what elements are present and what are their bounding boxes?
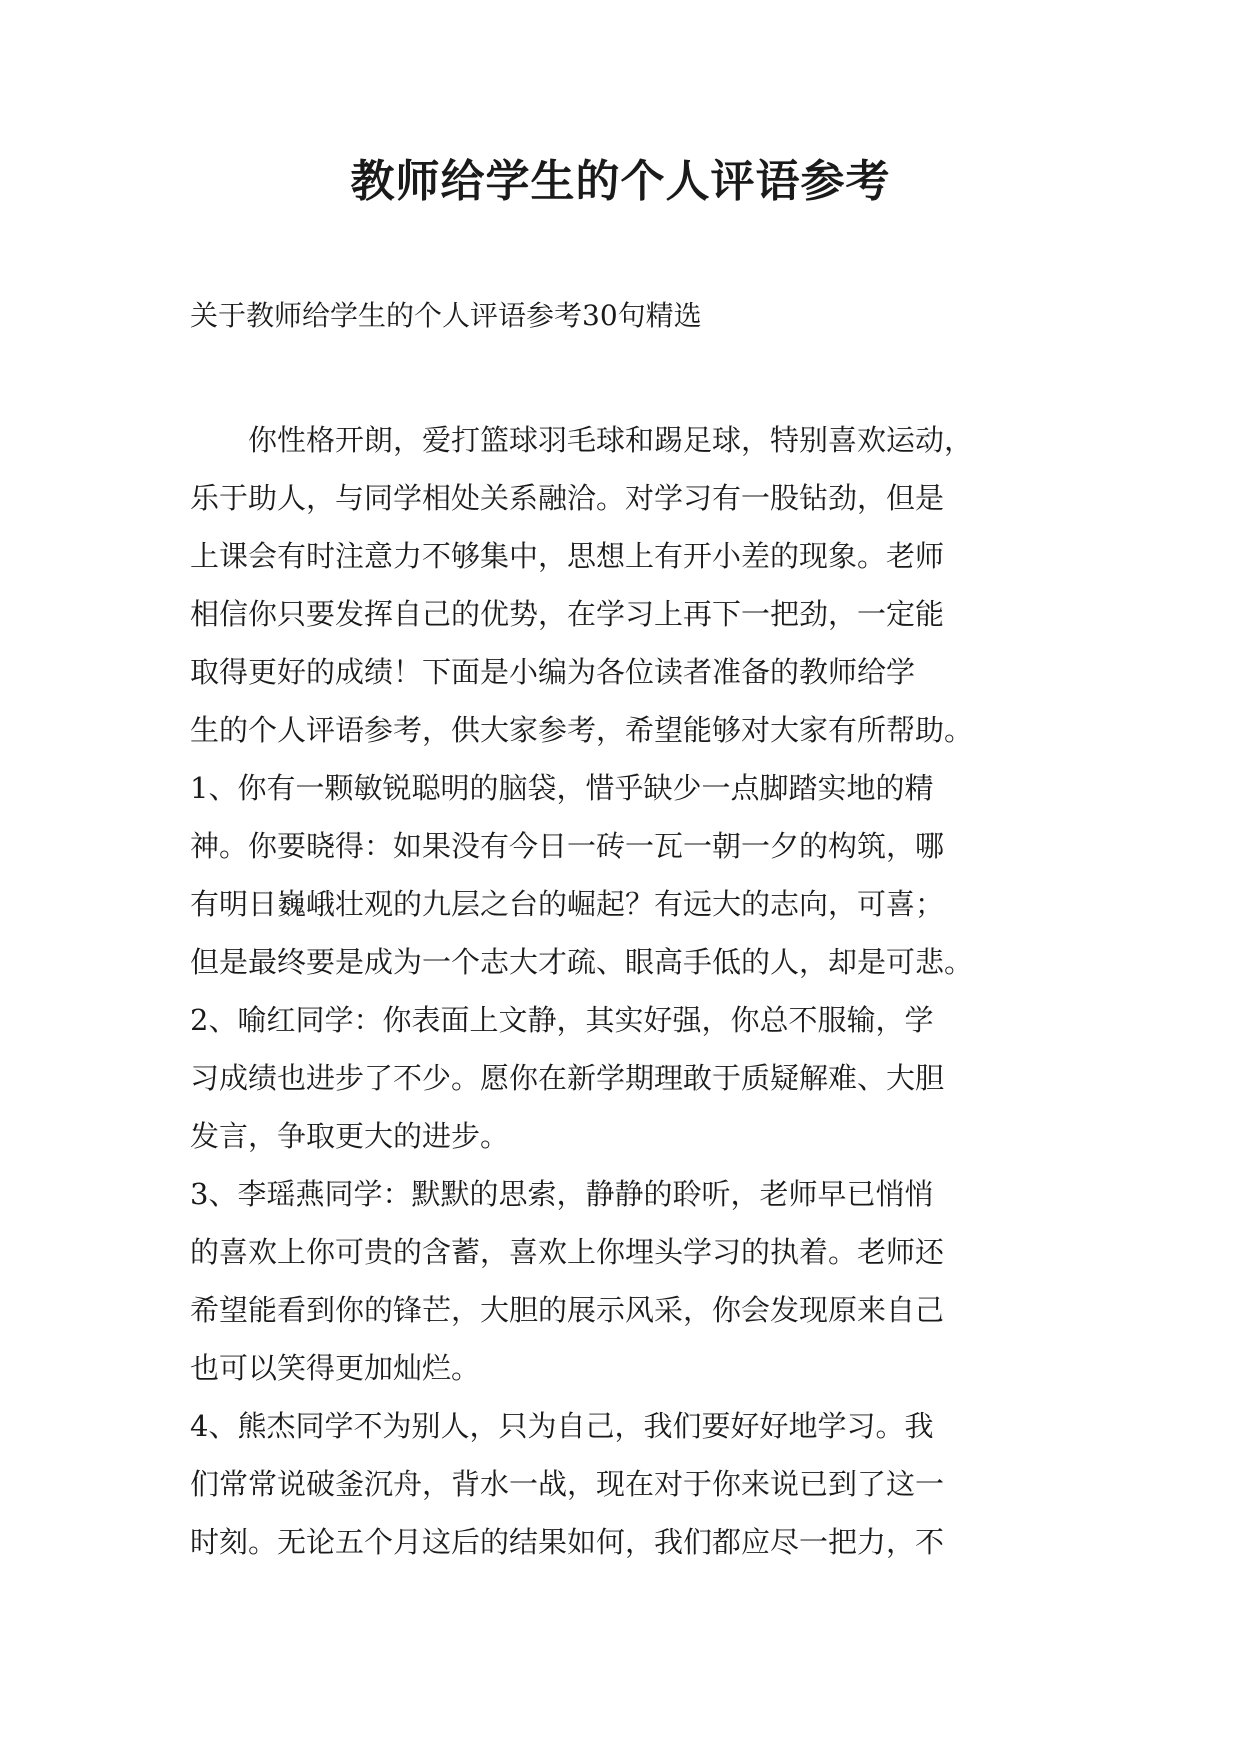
- body-text-line: 取得更好的成绩！下面是小编为各位读者准备的教师给学: [190, 655, 916, 689]
- body-text-line: 乐于助人，与同学相处关系融洽。对学习有一股钻劲，但是: [190, 481, 945, 515]
- body-text-line: 习成绩也进步了不少。愿你在新学期理敢于质疑解难、大胆: [190, 1061, 945, 1095]
- body-text-line: 希望能看到你的锋芒，大胆的展示风采，你会发现原来自己: [190, 1293, 945, 1327]
- body-text-line: 相信你只要发挥自己的优势，在学习上再下一把劲，一定能: [190, 597, 945, 631]
- body-text-line: 生的个人评语参考，供大家参考，希望能够对大家有所帮助。: [190, 713, 974, 747]
- body-text-line: 3、李瑶燕同学：默默的思索，静静的聆听，老师早已悄悄: [190, 1177, 934, 1211]
- body-text-line: 神。你要晓得：如果没有今日一砖一瓦一朝一夕的构筑，哪: [190, 829, 945, 863]
- body-text-line: 也可以笑得更加灿烂。: [190, 1351, 481, 1385]
- body-text-line: 2、喻红同学：你表面上文静，其实好强，你总不服输，学: [190, 1003, 934, 1037]
- body-text-line: 上课会有时注意力不够集中，思想上有开小差的现象。老师: [190, 539, 945, 573]
- document-title: 教师给学生的个人评语参考: [350, 156, 891, 207]
- body-text-line: 但是最终要是成为一个志大才疏、眼高手低的人，却是可悲。: [190, 945, 974, 979]
- body-text-line: 发言，争取更大的进步。: [190, 1119, 510, 1153]
- body-text-line: 1、你有一颗敏锐聪明的脑袋，惜乎缺少一点脚踏实地的精: [190, 771, 934, 805]
- body-text-line: 们常常说破釜沉舟，背水一战，现在对于你来说已到了这一: [190, 1467, 945, 1501]
- body-text-line: 你性格开朗，爱打篮球羽毛球和踢足球，特别喜欢运动，: [190, 423, 974, 457]
- body-text-line: 有明日巍峨壮观的九层之台的崛起？有远大的志向，可喜；: [190, 887, 945, 921]
- document-subtitle: 关于教师给学生的个人评语参考30句精选: [190, 299, 702, 332]
- body-text-line: 4、熊杰同学不为别人，只为自己，我们要好好地学习。我: [190, 1409, 934, 1443]
- document-body: [190, 411, 1060, 1571]
- body-text-line: 的喜欢上你可贵的含蓄，喜欢上你埋头学习的执着。老师还: [190, 1235, 945, 1269]
- body-text-line: 时刻。无论五个月这后的结果如何，我们都应尽一把力，不: [190, 1525, 945, 1559]
